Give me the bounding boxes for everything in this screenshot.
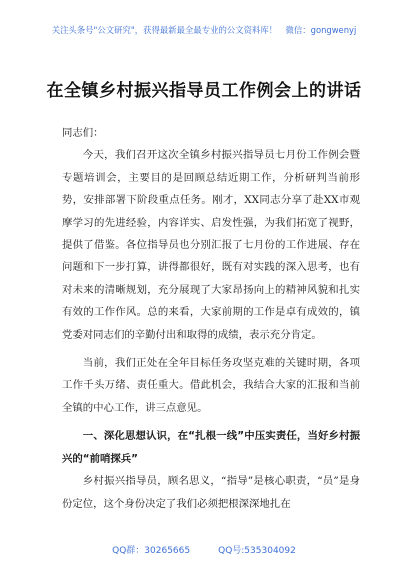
footer-qq-number: QQ号:535304092 [218,546,296,556]
section-heading-1: 一、深化思想认识，在“扎根一线”中压实责任，当好乡村振兴的“前哨探兵” [62,430,360,465]
paragraph-1: 今天，我们召开这次全镇乡村振兴指导员七月份工作例会暨专题培训会，主要目的是回顾总结近期工作，分析研判当前形势，安排部署下阶段重点任务。刚才，XX同志分享了赴XX市观摩学习的先进经验，内容详实、启发性强，为我们拓宽了视野，提供了借鉴。各位指导员也分别汇报了七月份的工作进展、存在问题和下一步打算，讲得都很好，既有对实践的深入思考，也有对未来的清晰规划，充分展现了大家昂扬向上的精神风貌和扎实有效的工作作风。总的来看，大家前期的工作是卓有成效的，镇党委对同志们的辛勤付出和取得的成绩，表示充分肯定。 [62,149,360,341]
document-title: 在全镇乡村振兴指导员工作例会上的讲话 [46,81,362,101]
footer-qq-group: QQ群：30265665 [112,546,191,556]
header-banner: 关注头条号"公文研究"，获得最新最全最专业的公文资料库！ 微信：gongwenyj [51,25,357,35]
paragraph-3: 乡村振兴指导员，顾名思义，“指导”是核心职责，“员”是身份定位，这个身份决定了我们必须把根深深地扎在 [62,475,360,510]
paragraph-2: 当前，我们正处在全年目标任务攻坚克难的关键时期，各项工作千头万绪、责任重大。借此机会，我结合大家的汇报和当前全镇的中心工作，讲三点意见。 [62,357,360,414]
footer-banner [0,543,408,556]
greeting: 同志们： [62,127,104,139]
document-body [62,122,360,515]
